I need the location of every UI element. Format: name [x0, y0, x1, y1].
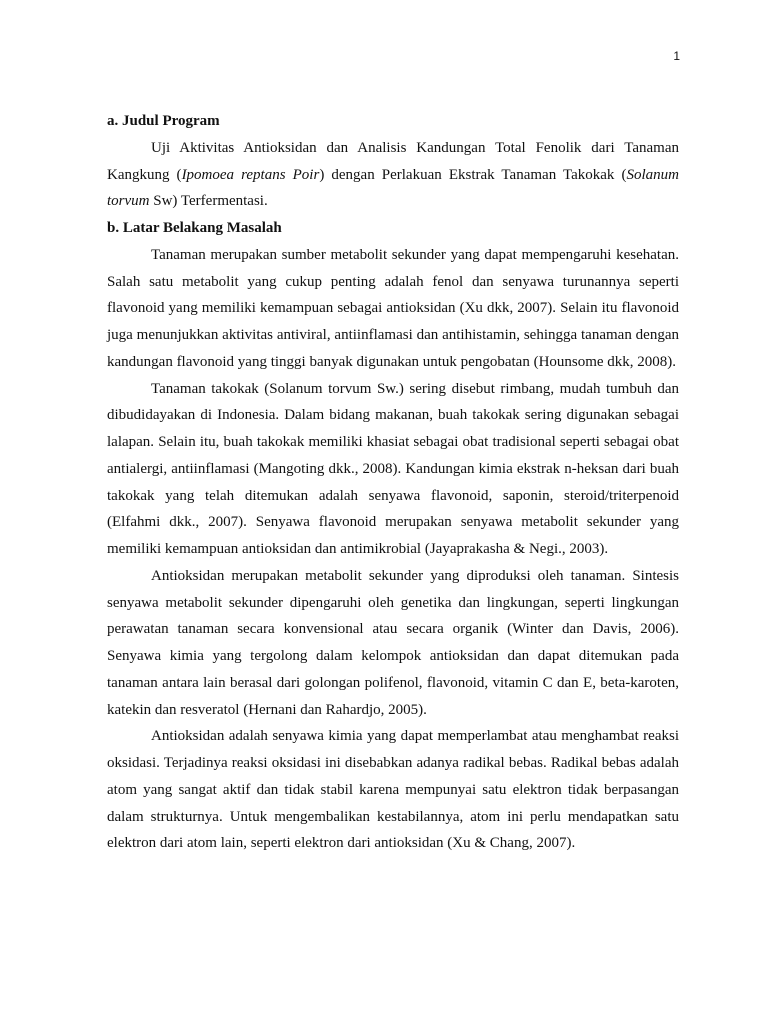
background-paragraph-1: Tanaman merupakan sumber metabolit sekunder yang dapat mempengaruhi kesehatan. Salah satu metabolit yang cukup penting adalah fenol dan senyawa turunannya seperti flavonoid yang memiliki kemampuan sebagai antioksidan (Xu dkk, 2007). Selain itu flavonoid juga menunjukkan aktivitas antiviral, antiinflamasi dan antihistamin, sehingga tanaman dengan kandungan flavonoid yang tinggi banyak digunakan untuk pengobatan (Hounsome dkk, 2008). — [107, 246, 679, 370]
program-title-text-3: Sw) Terfermentasi. — [149, 193, 268, 210]
background-paragraph-3: Antioksidan merupakan metabolit sekunder yang diproduksi oleh tanaman. Sintesis senyawa metabolit sekunder dipengaruhi oleh genetika dan lingkungan, seperti lingkungan perawatan tanaman secara konvensional atau secara organik (Winter dan Davis, 2006). Senyawa kimia yang tergolong dalam kelompok antioksidan dan dapat ditemukan pada tanaman antara lain berasal dari golongan polifenol, flavonoid, vitamin C dan E, beta-karoten, katekin dan resveratol (Hernani dan Rahardjo, 2005). — [107, 567, 679, 718]
program-title-paragraph — [107, 135, 679, 215]
program-title-text-1: Uji Aktivitas Antioksidan dan Analisis Kandungan Total Fenolik dari Tanaman Kangkung ( — [107, 139, 679, 183]
background-paragraph-2: Tanaman takokak (Solanum torvum Sw.) sering disebut rimbang, mudah tumbuh dan dibudidayakan di Indonesia. Dalam bidang makanan, buah takokak sering digunakan sebagai lalapan. Selain itu, buah takokak memiliki khasiat sebagai obat tradisional seperti sebagai obat antialergi, antiinflamasi (Mangoting dkk., 2008). Kandungan kimia ekstrak n-heksan dari buah takokak yang telah ditemukan adalah senyawa flavonoid, saponin, steroid/triterpenoid (Elfahmi dkk., 2007). Senyawa flavonoid merupakan senyawa metabolit sekunder yang memiliki kemampuan antioksidan dan antimikrobial (Jayaprakasha & Negi., 2003). — [107, 380, 679, 557]
program-title-text-2: ) dengan Perlakuan Ekstrak Tanaman Takokak ( — [319, 166, 627, 183]
document-body — [107, 108, 679, 857]
background-paragraph-4: Antioksidan adalah senyawa kimia yang dapat memperlambat atau menghambat reaksi oksidasi. Terjadinya reaksi oksidasi ini disebabkan adanya radikal bebas. Radikal bebas adalah atom yang sangat aktif dan tidak stabil karena mempunyai satu elektron tidak berpasangan dalam strukturnya. Untuk mengembalikan kestabilannya, atom ini perlu mendapatkan satu elektron dari atom lain, seperti elektron dari antioksidan (Xu & Chang, 2007). — [107, 728, 679, 852]
section-a-heading: a. Judul Program — [107, 113, 220, 129]
program-title-italic-2: Solanum torvum — [107, 166, 679, 210]
page-number: 1 — [673, 49, 680, 63]
program-title-italic-1: Ipomoea reptans Poir — [181, 166, 320, 183]
section-b-heading: b. Latar Belakang Masalah — [107, 220, 282, 236]
